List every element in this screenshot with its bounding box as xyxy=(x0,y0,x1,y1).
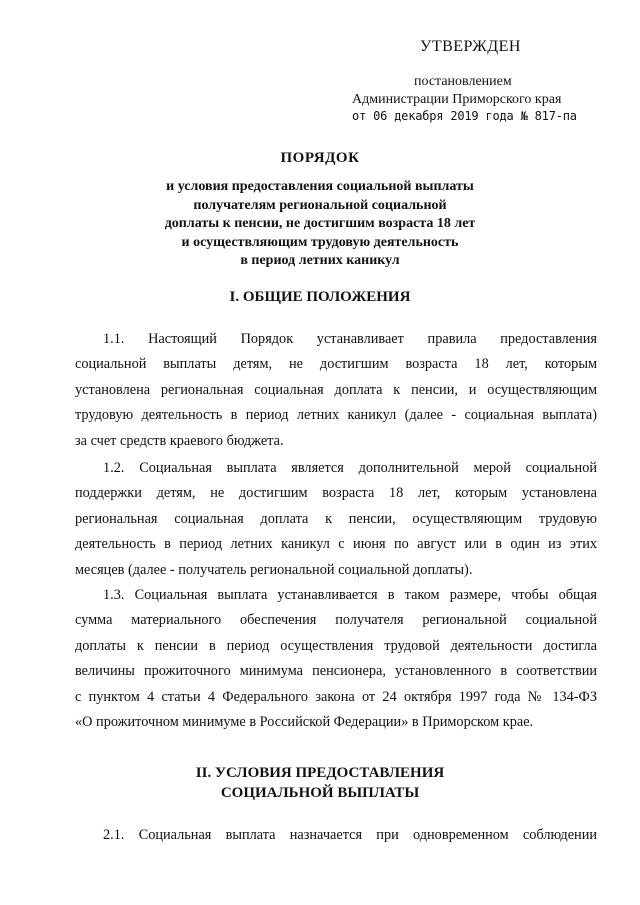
paragraph-line: региональная социальная доплата к пенсии, осуществляющим трудовую xyxy=(75,510,597,527)
section-1-heading-text: I. ОБЩИЕ ПОЛОЖЕНИЯ xyxy=(229,289,411,305)
approval-stamp-title: УТВЕРЖДЕН xyxy=(420,38,521,55)
approval-date-number-stamp: от 06 декабря 2019 года № 817-па xyxy=(352,109,577,123)
subtitle-line: и осуществляющим трудовую деятельность xyxy=(181,234,459,250)
subtitle-line: и условия предоставления социальной выплаты xyxy=(166,179,474,194)
paragraph-line: сумма материального обеспечения получателя региональной социальной xyxy=(75,612,597,629)
paragraph-line: деятельность в период летних каникул с июня по август или в один из этих xyxy=(75,536,597,553)
paragraph-line: с пунктом 4 статьи 4 Федерального закона от 24 октября 1997 года № 134-ФЗ xyxy=(75,688,597,705)
paragraph-1-3 xyxy=(75,583,597,735)
document-title: ПОРЯДОК xyxy=(280,150,360,166)
paragraph-line: 1.2. Социальная выплата является дополнительной мерой социальной xyxy=(103,460,597,476)
section-2-heading-line: II. УСЛОВИЯ ПРЕДОСТАВЛЕНИЯ xyxy=(195,765,445,781)
subtitle-line: в период летних каникул xyxy=(240,253,400,268)
paragraph-line: установлена региональная социальная доплата к пенсии, и осуществляющим xyxy=(75,381,597,398)
paragraph-line: 1.3. Социальная выплата устанавливается в таком размере, чтобы общая xyxy=(103,587,597,603)
paragraph-line: поддержки детям, не достигшим возраста 18 лет, которым установлена xyxy=(75,485,597,502)
subtitle-line: получателям региональной социальной xyxy=(193,197,447,213)
paragraph-line: трудовую деятельность в период летних каникул (далее - социальная выплата) xyxy=(75,407,597,424)
paragraph-line: «О прожиточном минимуме в Российской Федерации» в Приморском крае. xyxy=(75,713,534,730)
paragraph-line: месяцев (далее - получатель региональной социальной доплаты). xyxy=(75,561,473,578)
paragraph-line: 2.1. Социальная выплата назначается при одновременном соблюдении xyxy=(103,827,597,843)
paragraph-line: за счет средств краевого бюджета. xyxy=(75,432,284,449)
paragraph-1-2 xyxy=(75,456,597,583)
document-subtitle xyxy=(0,178,640,271)
subtitle-line: доплаты к пенсии, не достигшим возраста 18 лет xyxy=(164,216,476,231)
section-1-heading xyxy=(0,287,640,307)
paragraph-1-1 xyxy=(75,327,597,454)
section-2-heading xyxy=(0,763,640,803)
section-2-heading-line: СОЦИАЛЬНОЙ ВЫПЛАТЫ xyxy=(220,785,420,801)
paragraph-line: доплаты к пенсии в период осуществления трудовой деятельности достигла xyxy=(75,637,597,654)
paragraph-2-1 xyxy=(75,823,597,848)
paragraph-line: 1.1. Настоящий Порядок устанавливает правила предоставления xyxy=(103,331,597,347)
paragraph-line: социальной выплаты детям, не достигшим возраста 18 лет, которым xyxy=(75,356,597,373)
paragraph-line: величины прожиточного минимума пенсионера, установленного в соответствии xyxy=(75,663,597,680)
approval-line-resolution: постановлением xyxy=(414,74,512,89)
approval-line-administration: Администрации Приморского края xyxy=(352,92,562,107)
